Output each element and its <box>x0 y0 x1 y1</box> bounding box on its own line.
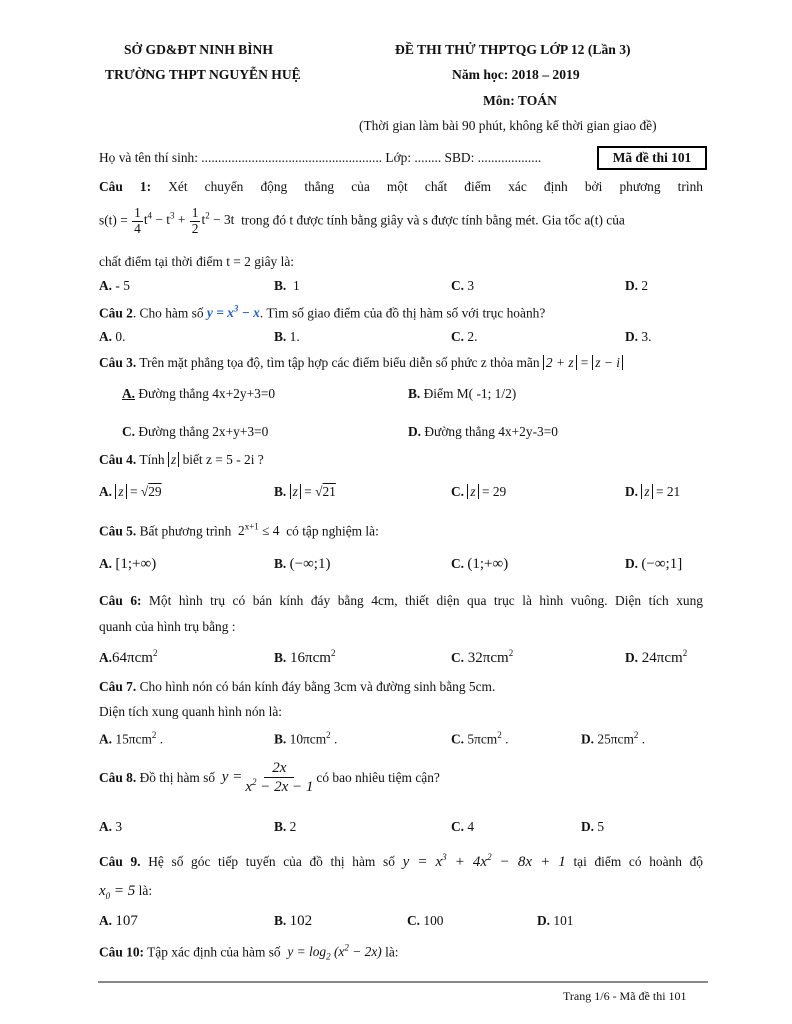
q7-option-b: B. 10πcm$^2$ . <box>274 730 338 747</box>
q6-option-c: C. 32πcm$^2$ <box>451 648 514 666</box>
q3-option-b: B. Điểm M( -1; 1/2) <box>408 386 517 401</box>
question-10: Câu 10: Tập xác định của hàm số $y = \log_2 (x^2 - 2x)$ là: <box>99 943 399 963</box>
q9-option-c: C. 100 <box>407 913 444 928</box>
q7-option-a: A. 15πcm$^2$ . <box>99 730 164 747</box>
q3-option-d: D. Đường thẳng 4x+2y-3=0 <box>408 424 558 439</box>
q9-line2: $x_0 = 5$ là: <box>99 883 153 901</box>
q2-option-c: C. 2. <box>451 329 478 344</box>
q1-option-c: C. 3 <box>451 278 475 293</box>
q5-option-a: A. [1;+∞) <box>99 556 157 572</box>
q1-equation-line: s(t) = $\frac{1}{4}$ $t^4 - t^3$ + $\frac{1}{2}$ $t^2 - 3t$ trong đó t được tính bằng giây và s được tính bằng mét. Gia tốc a(t) của <box>99 205 625 236</box>
school-name: TRƯỜNG THPT NGUYỄN HUỆ <box>105 67 301 82</box>
q1-label: Câu 1: <box>99 179 152 194</box>
q2-option-b: B. 1. <box>274 329 300 344</box>
question-3: Câu 3. Trên mặt phẳng tọa độ, tìm tập hợp các điểm biểu diễn số phức z thỏa mãn 2 + z = z − i <box>99 355 623 371</box>
question-8: Câu 8. Đồ thị hàm số y = $\frac{2x}{x^2 - 2x - 1}$ có bao nhiêu tiệm cận? <box>99 760 440 795</box>
q4-option-c: C. z = 29 <box>451 484 507 499</box>
footer-divider <box>98 981 708 983</box>
school-year: Năm học: 2018 – 2019 <box>452 67 580 82</box>
q2-function: $y = x^3 - x$ <box>206 304 260 321</box>
question-2: Câu 2. Cho hàm số $y = x^3 - x$. Tìm số giao điểm của đồ thị hàm số với trục hoành? <box>99 304 546 321</box>
q6-option-b: B. 16πcm$^2$ <box>274 648 336 666</box>
q1-text3: chất điểm tại thời điểm t = 2 giây là: <box>99 254 294 269</box>
q1-option-d: D. 2 <box>625 278 649 293</box>
q8-option-c: C. 4 <box>451 819 475 834</box>
exam-title: ĐỀ THI THỬ THPTQG LỚP 12 (Lần 3) <box>395 42 631 57</box>
question-6: Câu 6: Một hình trụ có bán kính đáy bằng 4cm, thiết diện qua trục là hình vuông. Diện tích xung <box>99 593 703 608</box>
q5-option-c: C. (1;+∞) <box>451 556 509 572</box>
q1-text1: Xét chuyển động thẳng của một chất điểm xác định bởi phương trình <box>168 179 703 194</box>
question-7: Câu 7. Cho hình nón có bán kính đáy bằng 3cm và đường sinh bằng 5cm. <box>99 679 496 694</box>
q3-option-c: C. Đường thẳng 2x+y+3=0 <box>122 424 269 439</box>
q8-option-d: D. 5 <box>581 819 605 834</box>
q3-option-a: A. Đường thẳng 4x+2y+3=0 <box>122 386 276 401</box>
question-5: Câu 5. Bất phương trình $2^{x+1} \le 4$ có tập nghiệm là: <box>99 522 379 539</box>
q6-option-d: D. 24πcm$^2$ <box>625 648 688 666</box>
q5-option-b: B. (−∞;1) <box>274 556 331 572</box>
page-footer: Trang 1/6 - Mã đề thi 101 <box>563 989 687 1003</box>
question-1 <box>99 179 703 195</box>
q9-option-d: D. 101 <box>537 913 574 928</box>
department-name: SỞ GD&ĐT NINH BÌNH <box>124 42 273 57</box>
q9-option-a: A. 107 <box>99 913 138 929</box>
q7-option-c: C. 5πcm$^2$ . <box>451 730 509 747</box>
time-note: (Thời gian làm bài 90 phút, không kể thời gian giao đề) <box>359 118 657 133</box>
q7-option-d: D. 25πcm$^2$ . <box>581 730 646 747</box>
question-9: Câu 9. Hệ số góc tiếp tuyến của đồ thị hàm số $y = x^3 + 4x^2 - 8x + 1$ tại điểm có hoành độ <box>99 852 704 870</box>
q4-option-b: B. z = √21 <box>274 484 336 499</box>
q2-option-a: A. 0. <box>99 329 126 344</box>
q8-option-a: A. 3 <box>99 819 123 834</box>
q6-text2: quanh của hình trụ bằng : <box>99 619 236 634</box>
q1-option-a: A. - 5 <box>99 278 130 293</box>
q1-text2: trong đó t được tính bằng giây và s được tính bằng mét. Gia tốc a(t) của <box>241 212 625 228</box>
q8-option-b: B. 2 <box>274 819 297 834</box>
q5-option-d: D. (−∞;1] <box>625 556 683 572</box>
q2-option-d: D. 3. <box>625 329 652 344</box>
question-4: Câu 4. Tính z biết z = 5 - 2i ? <box>99 452 264 467</box>
q4-option-d: D. z = 21 <box>625 484 681 499</box>
q3-condition: 2 + z = z − i <box>543 355 623 370</box>
exam-code-box: Mã đề thi 101 <box>597 146 707 170</box>
q4-option-a: A. z = √29 <box>99 484 162 499</box>
candidate-info-line: Họ và tên thí sinh: ...................................................... Lớp: ........ SBD: ................... <box>99 150 542 165</box>
q7-text2: Diện tích xung quanh hình nón là: <box>99 704 282 719</box>
q9-option-b: B. 102 <box>274 913 313 929</box>
q1-option-b: B. 1 <box>274 278 300 293</box>
q6-option-a: A.64πcm$^2$ <box>99 648 158 666</box>
subject: Môn: TOÁN <box>483 93 557 108</box>
